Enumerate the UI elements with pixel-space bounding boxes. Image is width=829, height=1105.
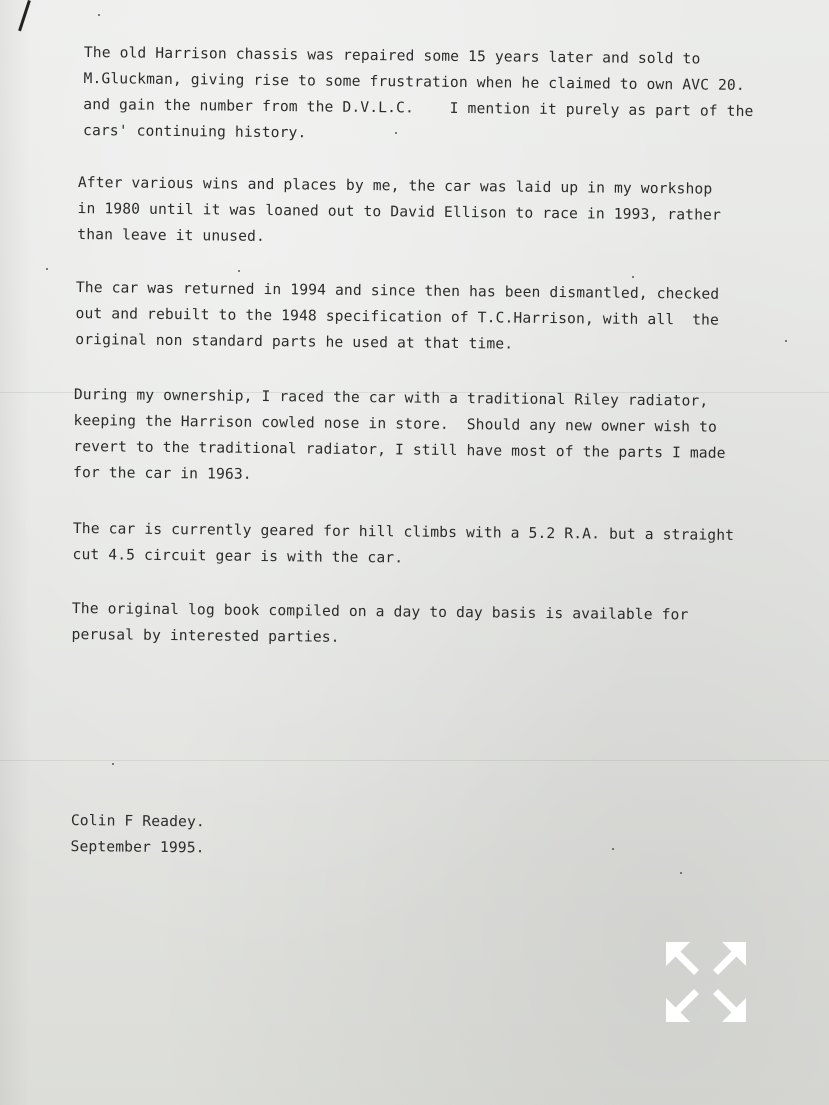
text-line: During my ownership, I raced the car with a traditional Riley radiator, bbox=[73, 385, 709, 410]
paper-speck bbox=[632, 276, 634, 278]
text-line: than leave it unused. bbox=[77, 225, 266, 245]
text-line: revert to the traditional radiator, I still have most of the parts I made bbox=[73, 437, 726, 462]
text-line: in 1980 until it was loaned out to David Ellison to race in 1993, rather bbox=[77, 199, 722, 224]
paper-speck bbox=[238, 270, 240, 272]
text-line: M.Gluckman, giving rise to some frustration when he claimed to own AVC 20. bbox=[83, 69, 745, 94]
signature-name: Colin F Readey. bbox=[70, 811, 205, 831]
signature-block bbox=[70, 808, 205, 861]
paragraph-1 bbox=[83, 40, 754, 151]
text-line: for the car in 1963. bbox=[72, 463, 252, 483]
text-line: The car was returned in 1994 and since then has been dismantled, checked bbox=[75, 278, 720, 303]
paragraph-5 bbox=[72, 516, 734, 575]
paper-speck bbox=[785, 340, 787, 342]
paragraph-6 bbox=[71, 596, 688, 654]
text-line: and gain the number from the D.V.L.C. I mention it purely as part of the bbox=[83, 95, 754, 121]
paragraph-4 bbox=[73, 382, 726, 493]
text-line: cars' continuing history. bbox=[82, 121, 307, 142]
text-line: perusal by interested parties. bbox=[71, 625, 340, 646]
text-line: keeping the Harrison cowled nose in store. Should any new owner wish to bbox=[73, 411, 718, 436]
text-line: original non standard parts he used at that time. bbox=[75, 330, 514, 353]
paper-speck bbox=[98, 14, 100, 16]
paper-speck bbox=[112, 763, 114, 765]
paper-speck bbox=[46, 268, 48, 270]
text-line: The car is currently geared for hill climbs with a 5.2 R.A. but a straight bbox=[72, 519, 735, 544]
text-line: After various wins and places by me, the car was laid up in my workshop bbox=[77, 173, 713, 198]
page-shadow bbox=[0, 0, 30, 1105]
paper-speck bbox=[680, 872, 682, 874]
paragraph-3 bbox=[75, 275, 719, 360]
signature-date: September 1995. bbox=[70, 837, 205, 857]
paper-speck bbox=[612, 848, 614, 850]
text-line: The old Harrison chassis was repaired some 15 years later and sold to bbox=[83, 43, 701, 68]
paper-crease bbox=[0, 760, 829, 761]
paragraph-2 bbox=[77, 170, 721, 255]
expand-arrows-icon[interactable] bbox=[664, 940, 748, 1024]
text-line: cut 4.5 circuit gear is with the car. bbox=[72, 545, 404, 567]
text-line: out and rebuilt to the 1948 specification of T.C.Harrison, with all the bbox=[75, 304, 720, 329]
text-line: The original log book compiled on a day to day basis is available for bbox=[71, 599, 689, 624]
